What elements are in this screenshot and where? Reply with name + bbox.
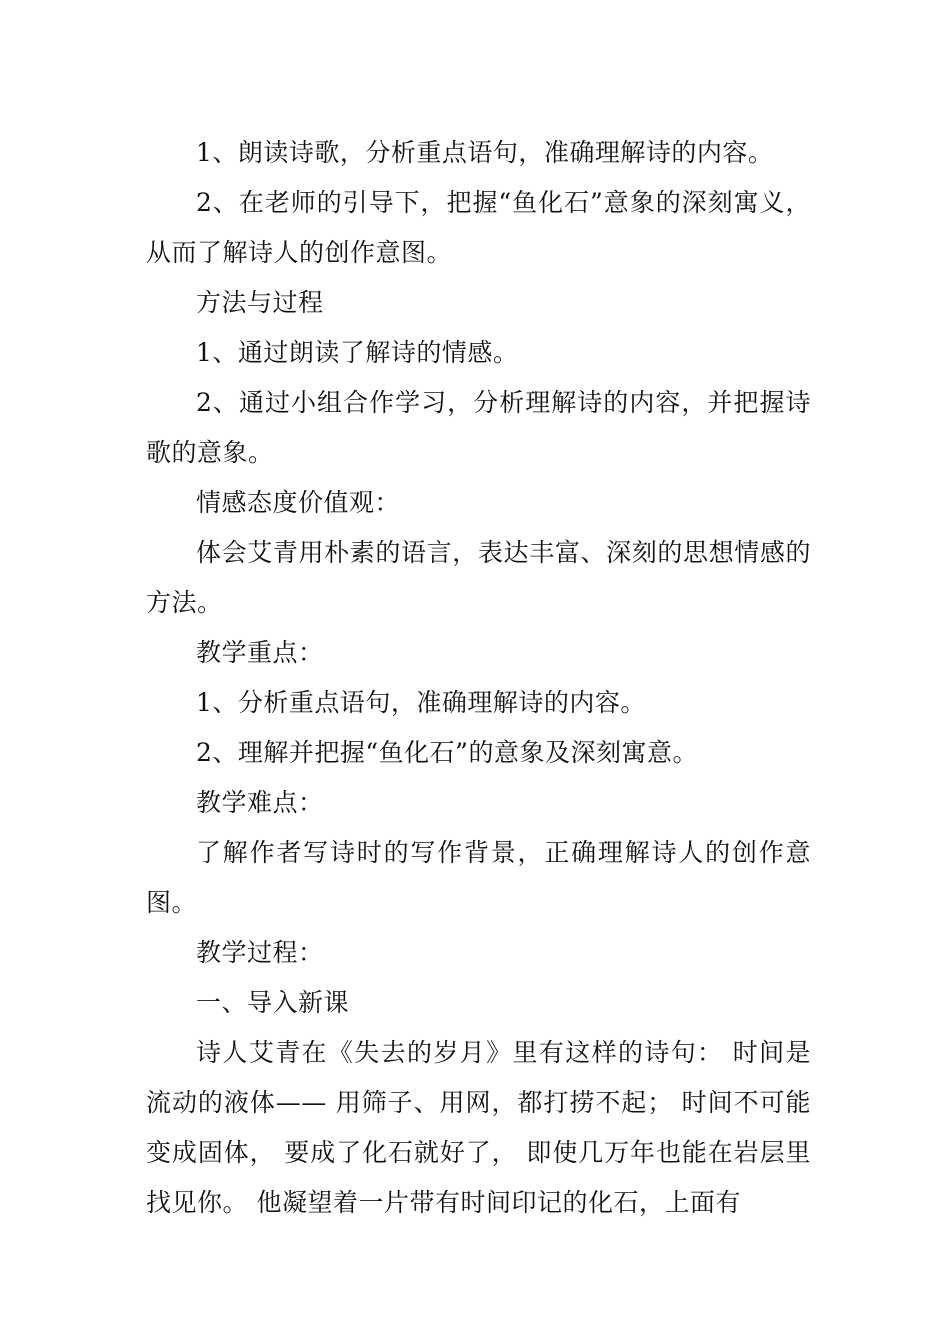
intro-text: 诗人艾青在《失去的岁月》里有这样的诗句： 时间是流动的液体—— 用筛子、用网，都打捞不起； 时间不可能变成固体， 要成了化石就好了， 即使几万年也能在岩层里找见你。 他凝望着一片带有时间印记的化石，上面有 (146, 1038, 811, 1217)
attitude-heading: 情感态度价值观： (196, 488, 401, 517)
key-point-1: 1、分析重点语句，准确理解诗的内容。 (196, 688, 646, 717)
document-body (146, 128, 811, 1228)
key-point-2: 2、理解并把握“鱼化石”的意象及深刻寓意。 (196, 738, 698, 767)
method-heading: 方法与过程 (196, 288, 324, 317)
attitude-text: 体会艾青用朴素的语言，表达丰富、深刻的思想情感的方法。 (146, 538, 811, 617)
objective-2: 2、在老师的引导下，把握“鱼化石”意象的深刻寓义，从而了解诗人的创作意图。 (146, 188, 811, 267)
method-2: 2、通过小组合作学习，分析理解诗的内容，并把握诗歌的意象。 (146, 388, 811, 467)
objective-1: 1、朗读诗歌，分析重点语句，准确理解诗的内容。 (196, 138, 774, 167)
method-1: 1、通过朗读了解诗的情感。 (196, 338, 519, 367)
difficulty-heading: 教学难点： (196, 788, 324, 817)
intro-heading: 一、导入新课 (196, 988, 350, 1017)
process-heading: 教学过程： (196, 938, 324, 967)
difficulty-text: 了解作者写诗时的写作背景，正确理解诗人的创作意图。 (146, 838, 811, 917)
key-points-heading: 教学重点： (196, 638, 324, 667)
